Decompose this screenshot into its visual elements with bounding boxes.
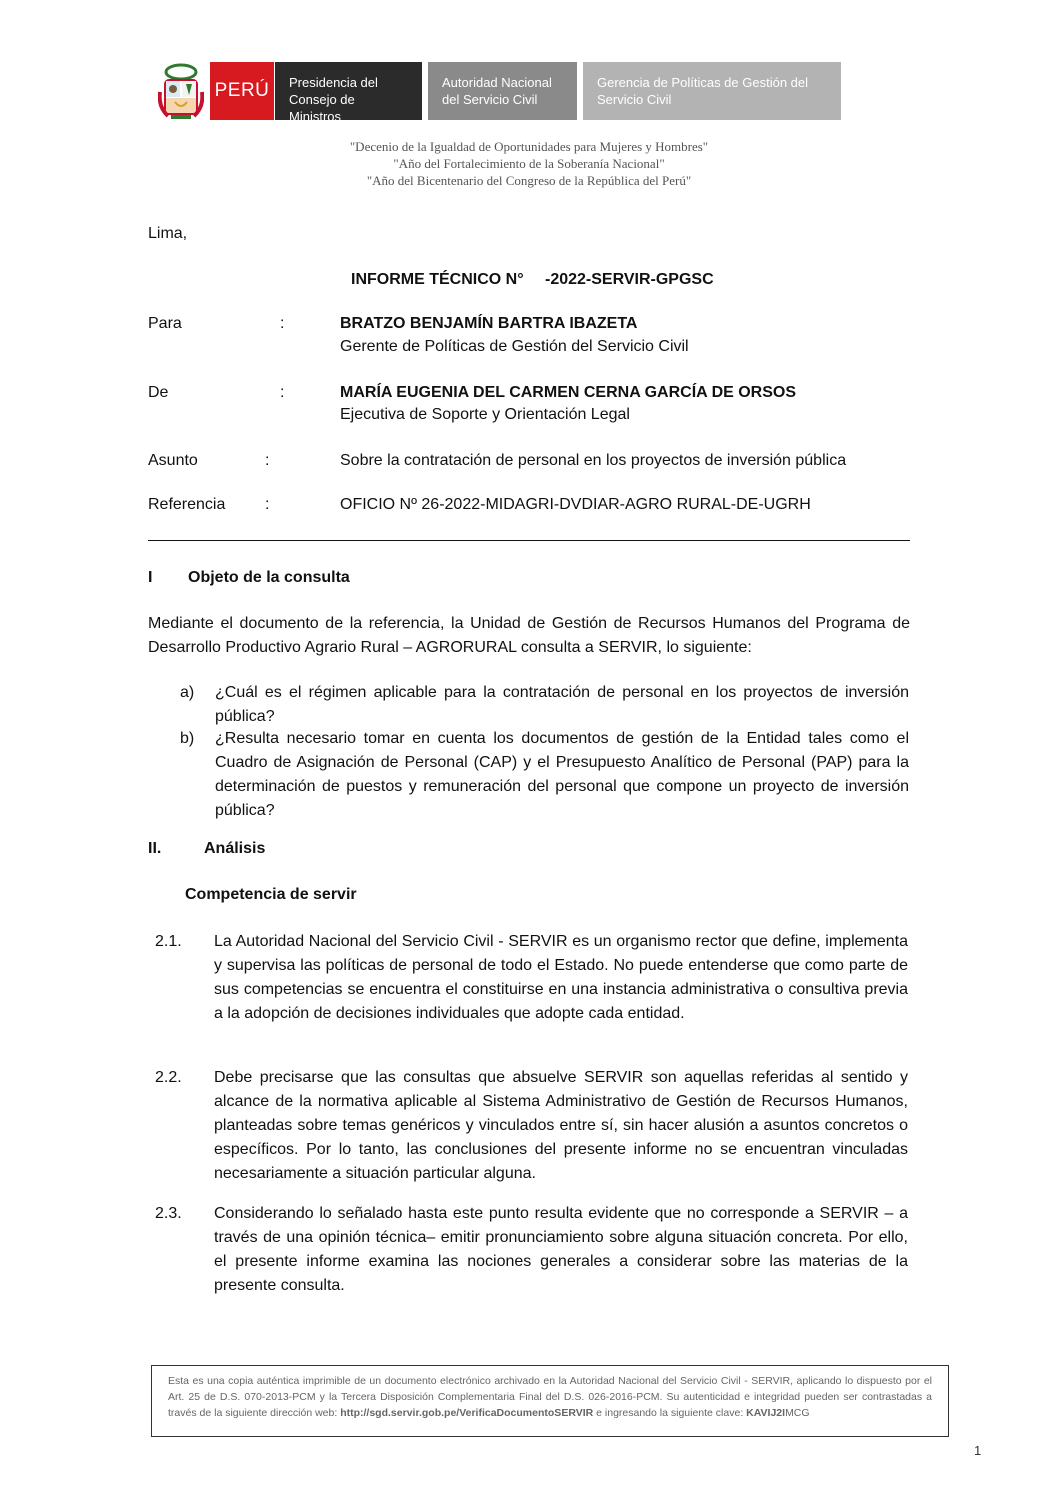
header-box-servir-line1: Autoridad Nacional [442, 75, 552, 90]
decenio-line-3: "Año del Bicentenario del Congreso de la República del Perú" [366, 173, 692, 188]
peru-label: PERÚ [214, 80, 270, 101]
item-a-text: ¿Cuál es el régimen aplicable para la contratación de personal en los proyectos de inversión pública? [215, 684, 909, 725]
doc-title-left: INFORME TÉCNICO N° [351, 271, 524, 288]
para-2-2-number: 2.2. [155, 1069, 182, 1086]
para-2-3-text: Considerando lo señalado hasta este punto resulta evidente que no corresponde a SERVIR – a través de una opinión técnica– emitir pronunciamiento sobre alguna situación concreta. Por ello, el presente informe examina las nociones generales a considerar sobre las materias de la presente consulta. [214, 1205, 908, 1294]
referencia-label: Referencia [148, 496, 226, 513]
decenio-line-1: "Decenio de la Igualdad de Oportunidades para Mujeres y Hombres" [349, 139, 709, 154]
header-box-pcm-line1: Presidencia del [289, 75, 378, 90]
section2-subtitle: Competencia de servir [185, 886, 357, 903]
header-box-gerencia-line1: Gerencia de Políticas de Gestión del [597, 75, 809, 90]
referencia-colon: : [265, 496, 270, 513]
section1-title: Objeto de la consulta [188, 569, 350, 586]
header-box-servir-line2: del Servicio Civil [442, 92, 538, 107]
para-2-1-text: La Autoridad Nacional del Servicio Civil - SERVIR es un organismo rector que define, implementa y supervisa las políticas de personal de todo el Estado. No puede entenderse que como parte de sus competencias se encuentra el constituirse en una instancia administrativa o consultiva previa a la adopción de decisiones individuales que adopte cada entidad. [214, 933, 908, 1022]
para-name: BRATZO BENJAMÍN BARTRA IBAZETA [340, 315, 638, 332]
header-box-gerencia-line2: Servicio Civil [597, 92, 672, 107]
de-label: De [148, 384, 169, 401]
verification-key: KAVIJ2I [746, 1407, 786, 1419]
item-b-marker: b) [180, 730, 195, 747]
header-divider [148, 540, 910, 541]
decenio-line-2: "Año del Fortalecimiento de la Soberanía Nacional" [393, 156, 665, 171]
para-role: Gerente de Políticas de Gestión del Servicio Civil [340, 338, 689, 355]
header-box-pcm [275, 62, 422, 124]
authenticity-notice [151, 1365, 949, 1437]
place-date: Lima, [148, 225, 188, 242]
page-number: 1 [974, 1443, 982, 1458]
asunto-colon: : [265, 452, 270, 469]
para-label: Para [148, 315, 182, 332]
header-box-pcm-line2: Consejo de Ministros [289, 92, 355, 124]
item-b-text: ¿Resulta necesario tomar en cuenta los documentos de gestión de la Entidad tales como el Cuadro de Asignación de Personal (CAP) y el Presupuesto Analítico de Personal (PAP) para la determinación de puestos y remuneración del personal que compone un proyecto de inversión pública? [215, 730, 909, 819]
verification-url[interactable]: http://sgd.servir.gob.pe/VerificaDocumentoSERVIR [340, 1407, 594, 1419]
item-a-marker: a) [180, 684, 195, 701]
para-2-3-number: 2.3. [155, 1205, 182, 1222]
header-box-servir [428, 62, 577, 120]
section1-intro: Mediante el documento de la referencia, la Unidad de Gestión de Recursos Humanos del Programa de Desarrollo Productivo Agrario Rural – AGRORURAL consulta a SERVIR, lo siguiente: [148, 615, 910, 656]
asunto-value: Sobre la contratación de personal en los proyectos de inversión pública [340, 452, 847, 469]
para-2-1-number: 2.1. [155, 933, 182, 950]
peru-brand-box [210, 62, 274, 120]
verification-key-suffix: MCG [785, 1407, 810, 1419]
de-role: Ejecutiva de Soporte y Orientación Legal [340, 406, 630, 423]
de-name: MARÍA EUGENIA DEL CARMEN CERNA GARCÍA DE ORSOS [340, 384, 797, 401]
footer-text: Esta es una copia auténtica imprimible de un documento electrónico archivado en la Autoridad Nacional del Servicio Civil - SERVIR, aplicando lo dispuesto por el Art. 25 de D.S. 070-2013-PCM y la Tercera Disposición Complementaria Final del D.S. 026-2016-PCM. Su autenticidad e integridad pueden ser contrastadas a través de la siguiente dirección web: [168, 1375, 932, 1419]
doc-title-right: -2022-SERVIR-GPGSC [545, 271, 714, 288]
section2-title: Análisis [204, 840, 266, 857]
para-2-2-text: Debe precisarse que las consultas que absuelve SERVIR son aquellas referidas al sentido y alcance de la normativa aplicable al Sistema Administrativo de Gestión de Recursos Humanos, planteadas sobre temas genéricos y vinculados entre sí, sin hacer alusión a asuntos concretos o específicos. Por lo tanto, las conclusiones del presente informe no se encuentran vinculadas necesariamente a situación particular alguna. [214, 1069, 908, 1182]
header-box-gerencia [583, 62, 841, 120]
de-colon: : [280, 384, 285, 401]
asunto-label: Asunto [148, 452, 198, 469]
section1-number: I [148, 569, 153, 586]
section2-number: II. [148, 840, 162, 857]
coat-of-arms-logo [158, 62, 204, 120]
para-colon: : [280, 315, 285, 332]
footer-text-2: e ingresando la siguiente clave: [593, 1407, 747, 1419]
referencia-value: OFICIO Nº 26-2022-MIDAGRI-DVDIAR-AGRO RURAL-DE-UGRH [340, 496, 811, 513]
